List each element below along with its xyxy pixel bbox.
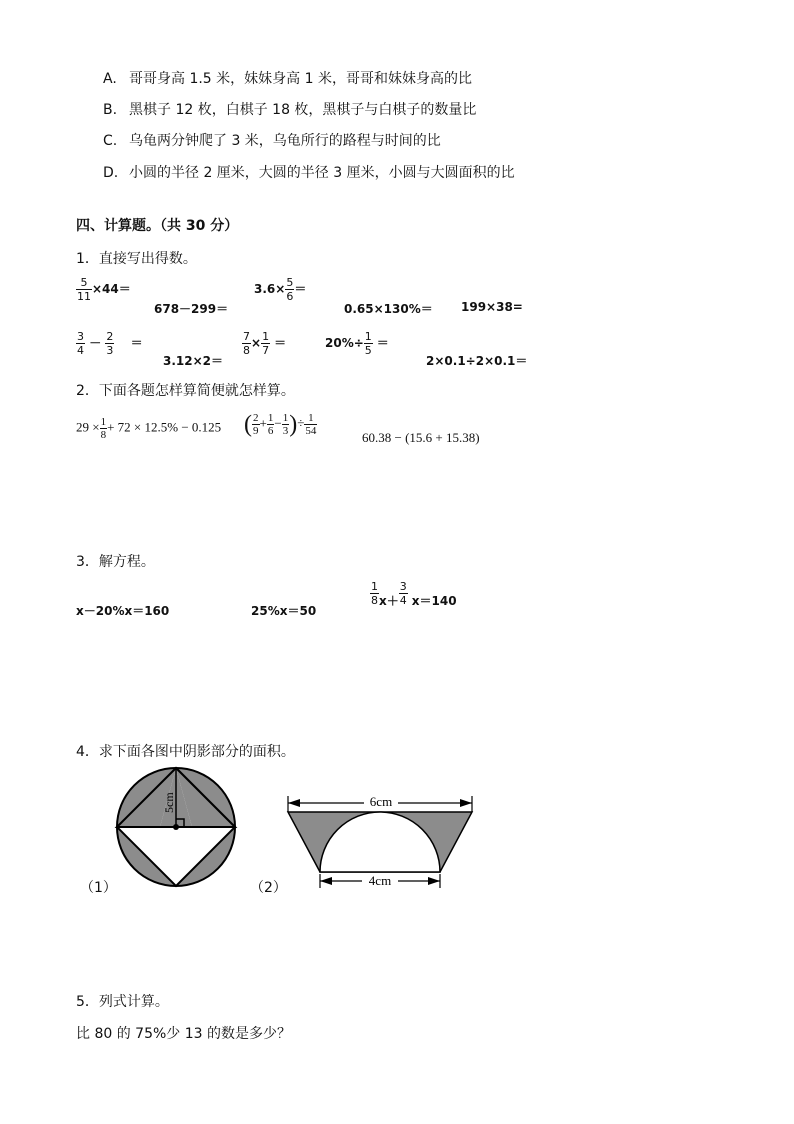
q5-text: 比 80 的 75%少 13 的数是多少？ bbox=[76, 1026, 291, 1042]
q2-title: 2．下面各题怎样算简便就怎样算。 bbox=[76, 383, 295, 399]
q4-title: 4．求下面各图中阴影部分的面积。 bbox=[76, 744, 295, 760]
expr-rest: + 72 × 12.5% − 0.125 bbox=[107, 419, 222, 435]
q2-expr-2 bbox=[244, 412, 317, 437]
option-text: 小圆的半径 2 厘米，大圆的半径 3 厘米，小圆与大圆面积的比 bbox=[129, 165, 515, 181]
fraction-numerator: 1 bbox=[308, 412, 314, 424]
option-letter: B. bbox=[103, 102, 118, 118]
right-paren: ) bbox=[289, 411, 298, 438]
expr-mid: x＋ bbox=[379, 594, 399, 608]
figure-2-label: （2） bbox=[250, 880, 287, 896]
fraction-denominator: 4 bbox=[77, 344, 84, 357]
expr-op: + bbox=[259, 415, 267, 431]
arrow-right bbox=[428, 877, 440, 885]
q3-expr-2: 25%x＝50 bbox=[251, 604, 317, 618]
dim-label-5cm: 5cm bbox=[162, 792, 176, 813]
dim-label-6cm: 6cm bbox=[369, 794, 393, 809]
figure-1-circle-square bbox=[110, 765, 245, 895]
fraction-denominator: 6 bbox=[267, 425, 274, 437]
fraction-numerator: 1 bbox=[371, 580, 378, 593]
option-a bbox=[103, 68, 472, 88]
q1-expr-5: 199×38= bbox=[461, 300, 523, 314]
fraction-numerator: 5 bbox=[286, 276, 294, 289]
q1-expr-6 bbox=[76, 330, 143, 357]
expr-rest: ＝ bbox=[130, 336, 143, 350]
q1-expr-7: 3.12×2＝ bbox=[163, 354, 224, 368]
expr-op: − bbox=[274, 415, 282, 431]
fraction-numerator: 1 bbox=[364, 330, 372, 343]
expr-op: × bbox=[251, 336, 262, 350]
section-title: 四、计算题。（共 30 分） bbox=[76, 218, 239, 234]
figure-2-trapezoid bbox=[280, 790, 480, 890]
fraction-numerator: 2 bbox=[253, 412, 259, 424]
q3-title: 3．解方程。 bbox=[76, 554, 155, 570]
option-text: 乌龟两分钟爬了 3 米，乌龟所行的路程与时间的比 bbox=[129, 133, 441, 149]
option-b bbox=[103, 99, 476, 119]
q1-title: 1．直接写出得数。 bbox=[76, 251, 197, 267]
fraction-numerator: 7 bbox=[243, 330, 250, 343]
fraction-denominator: 8 bbox=[100, 429, 107, 441]
arrow-left bbox=[320, 877, 332, 885]
fraction-numerator: 1 bbox=[100, 416, 107, 428]
expr-pre: 3.6× bbox=[254, 282, 286, 296]
expr-pre: 20%÷ bbox=[325, 336, 364, 350]
expr-rest: ＝ bbox=[376, 336, 389, 350]
q1-expr-4: 0.65×130%＝ bbox=[344, 302, 433, 316]
dim-label-4cm: 4cm bbox=[368, 873, 392, 888]
q1-expr-8 bbox=[242, 330, 286, 357]
q1-expr-2: 678－299＝ bbox=[154, 302, 229, 316]
q1-expr-3 bbox=[254, 276, 306, 303]
expr-rest: ×44＝ bbox=[92, 282, 131, 296]
left-paren: ( bbox=[244, 411, 252, 438]
option-letter: A. bbox=[103, 71, 117, 87]
option-letter: C. bbox=[103, 133, 118, 149]
q2-expr-3: 60.38 − (15.6 + 15.38) bbox=[362, 430, 480, 445]
expr-op: ÷ bbox=[297, 415, 305, 431]
option-text: 哥哥身高 1.5 米，妹妹身高 1 米，哥哥和妹妹身高的比 bbox=[129, 71, 472, 87]
fraction-denominator: 6 bbox=[286, 290, 294, 303]
q1-expr-10: 2×0.1÷2×0.1＝ bbox=[426, 354, 528, 368]
expr-rest: x＝140 bbox=[411, 594, 457, 608]
q5-title: 5．列式计算。 bbox=[76, 994, 169, 1010]
fraction-denominator: 54 bbox=[305, 425, 317, 437]
option-text: 黑棋子 12 枚，白棋子 18 枚，黑棋子与白棋子的数量比 bbox=[129, 102, 477, 118]
fraction-numerator: 1 bbox=[267, 412, 274, 424]
arrow-right bbox=[460, 799, 472, 807]
fraction-denominator: 11 bbox=[77, 290, 91, 303]
fraction-numerator: 1 bbox=[282, 412, 289, 424]
expr-rest: ＝ bbox=[294, 282, 307, 296]
center-dot bbox=[173, 824, 179, 830]
fraction-denominator: 3 bbox=[282, 425, 289, 437]
arrow-left bbox=[288, 799, 300, 807]
fraction-numerator: 3 bbox=[77, 330, 84, 343]
q1-expr-9 bbox=[325, 330, 389, 357]
fraction-denominator: 3 bbox=[106, 344, 114, 357]
fraction-numerator: 2 bbox=[106, 330, 114, 343]
fraction-denominator: 9 bbox=[253, 425, 259, 437]
q2-expr-1 bbox=[76, 416, 221, 441]
figure-1-label: （1） bbox=[80, 880, 117, 896]
option-c bbox=[103, 130, 441, 150]
fraction-numerator: 3 bbox=[399, 580, 407, 593]
fraction-denominator: 7 bbox=[262, 344, 270, 357]
fraction-denominator: 4 bbox=[399, 594, 407, 607]
q1-expr-1 bbox=[76, 276, 131, 303]
fraction-numerator: 5 bbox=[80, 276, 88, 289]
option-letter: D. bbox=[103, 165, 119, 181]
q3-expr-1: x－20%x＝160 bbox=[76, 604, 170, 618]
expr-op: － bbox=[89, 336, 102, 350]
q3-expr-3 bbox=[370, 580, 457, 607]
fraction-numerator: 1 bbox=[262, 330, 270, 343]
expr-pre: 29 × bbox=[76, 419, 100, 435]
expr-rest: ＝ bbox=[274, 336, 287, 350]
fraction-denominator: 8 bbox=[243, 344, 250, 357]
fraction-denominator: 5 bbox=[364, 344, 372, 357]
option-d bbox=[103, 162, 515, 182]
fraction-denominator: 8 bbox=[371, 594, 378, 607]
